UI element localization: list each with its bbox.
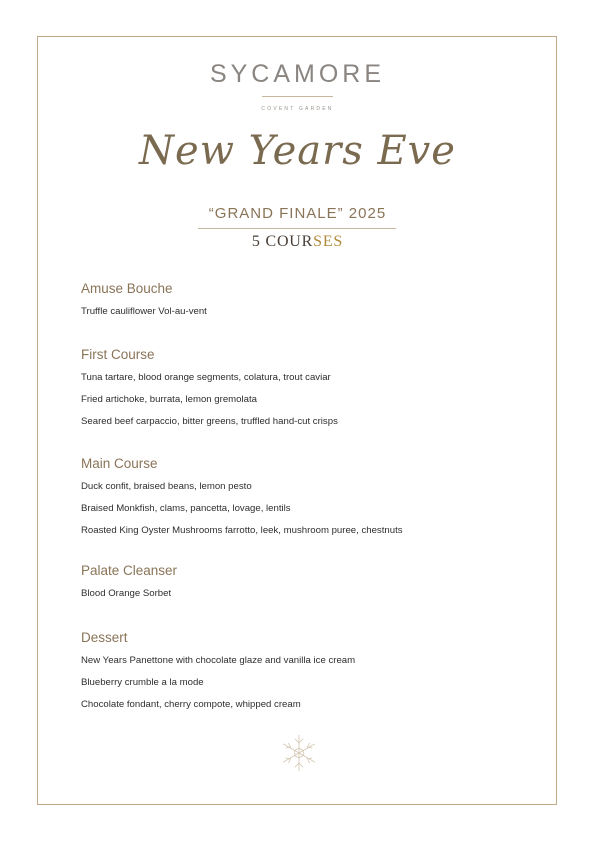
section-title: Dessert [81, 630, 128, 645]
course-count [0, 233, 595, 251]
section-title: Palate Cleanser [81, 563, 178, 578]
menu-section-main-course [81, 455, 531, 537]
section-title: Amuse Bouche [81, 281, 173, 296]
menu-item: New Years Panettone with chocolate glaze and vanilla ice cream [81, 655, 356, 666]
subtitle-divider [198, 228, 396, 229]
menu-item: Chocolate fondant, cherry compote, whipped cream [81, 699, 301, 710]
menu-section-first-course [81, 346, 531, 428]
brand-location: COVENT GARDEN [261, 106, 334, 112]
menu-item: Tuna tartare, blood orange segments, colatura, trout caviar [81, 372, 331, 383]
menu-section-palate-cleanser [81, 562, 531, 600]
menu-section-amuse-bouche [81, 280, 531, 318]
menu-item: Truffle cauliflower Vol-au-vent [81, 306, 207, 317]
menu-item: Fried artichoke, burrata, lemon gremolata [81, 394, 257, 405]
menu-item: Braised Monkfish, clams, pancetta, lovage, lentils [81, 503, 291, 514]
menu-item: Roasted King Oyster Mushrooms farrotto, leek, mushroom puree, chestnuts [81, 525, 403, 536]
snowflake-icon [279, 733, 319, 773]
section-title: First Course [81, 347, 155, 362]
menu-item: Blueberry crumble a la mode [81, 677, 204, 688]
menu-item: Duck confit, braised beans, lemon pesto [81, 481, 252, 492]
course-count-accent: SES [313, 233, 344, 250]
menu-item: Blood Orange Sorbet [81, 588, 172, 599]
event-subtitle: “GRAND FINALE” 2025 [208, 205, 387, 222]
brand-divider [262, 96, 333, 97]
brand-logo-text: SYCAMORE [209, 60, 386, 88]
course-count-main: 5 COUR [251, 233, 314, 250]
section-title: Main Course [81, 456, 158, 471]
menu-section-dessert [81, 629, 531, 711]
menu-item: Seared beef carpaccio, bitter greens, truffled hand-cut crisps [81, 416, 338, 427]
event-title: New Years Eve [139, 128, 456, 174]
